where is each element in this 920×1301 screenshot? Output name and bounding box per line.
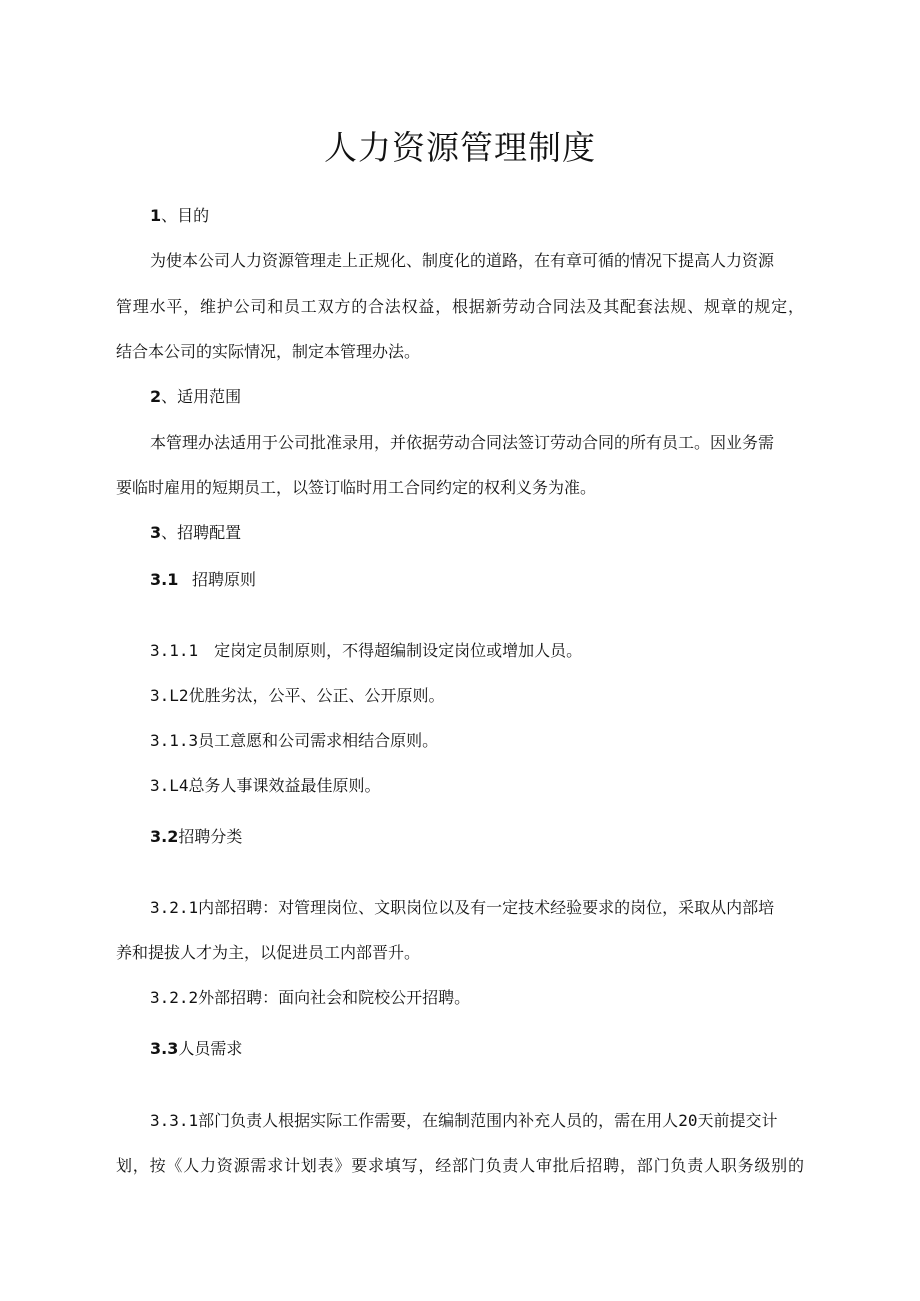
clause-text: 优胜劣汰，公平、公正、公开原则。 [188, 686, 445, 705]
paragraph-line: 本管理办法适用于公司批准录用，并依据劳动合同法签订劳动合同的所有员工。因业务需 [150, 433, 775, 452]
section-title: 、招聘配置 [161, 523, 242, 542]
clause-text: 内部招聘：对管理岗位、文职岗位以及有一定技术经验要求的岗位，采取从内部培 [198, 898, 775, 917]
clause-text: 外部招聘：面向社会和院校公开招聘。 [198, 988, 471, 1007]
clause-3-2-1 [150, 896, 774, 920]
paragraph-line: 养和提拔人才为主，以促进员工内部晋升。 [116, 943, 421, 962]
section-heading-purpose [150, 204, 209, 228]
clause-number: 3.2.1 [150, 898, 199, 917]
subsection-number: 3.3 [150, 1039, 179, 1058]
clause-text: 定岗定员制原则，不得超编制设定岗位或增加人员。 [214, 641, 583, 660]
subsection-title: 招聘分类 [178, 827, 243, 846]
clause-text: 员工意愿和公司需求相结合原则。 [198, 731, 439, 750]
paragraph-line: 划，按《人力资源需求计划表》要求填写，经部门负责人审批后招聘，部门负责人职务级别的 [116, 1156, 804, 1175]
section-title: 、目的 [161, 206, 210, 225]
clause-number: 3.1.3 [150, 731, 199, 750]
clause-number: 3.L2 [150, 686, 189, 705]
paragraph-line: 要临时雇用的短期员工，以签订临时用工合同约定的权利义务为准。 [116, 478, 597, 497]
section-title: 、适用范围 [161, 387, 242, 406]
section-number: 3 [150, 523, 162, 542]
clause-text: 部门负责人根据实际工作需要，在编制范围内补充人员的，需在用人 [198, 1111, 679, 1130]
clause-3-1-1 [150, 639, 582, 663]
paragraph-line: 结合本公司的实际情况，制定本管理办法。 [116, 342, 421, 361]
subsection-heading-principles [150, 568, 256, 592]
subsection-title: 招聘原则 [192, 570, 257, 589]
subsection-title: 人员需求 [178, 1039, 243, 1058]
document-title: 人力资源管理制度 [324, 128, 596, 167]
section-number: 1 [150, 206, 162, 225]
subsection-heading-categories [150, 825, 242, 849]
subsection-heading-demand [150, 1037, 242, 1061]
clause-number: 3.L4 [150, 776, 189, 795]
subsection-number: 3.1 [150, 570, 179, 589]
clause-3-1-2 [150, 684, 445, 708]
clause-3-1-4 [150, 774, 381, 798]
clause-days: 20 [678, 1111, 698, 1130]
subsection-number: 3.2 [150, 827, 179, 846]
clause-number: 3.3.1 [150, 1111, 199, 1130]
clause-number: 3.2.2 [150, 988, 199, 1007]
section-heading-recruitment [150, 521, 241, 545]
clause-number: 3.1.1 [150, 641, 199, 660]
paragraph-line: 管理水平，维护公司和员工双方的合法权益，根据新劳动合同法及其配套法规、规章的规定， [116, 297, 804, 316]
clause-text: 总务人事课效益最佳原则。 [188, 776, 381, 795]
clause-3-2-2 [150, 986, 470, 1010]
clause-3-3-1 [150, 1109, 777, 1133]
clause-3-1-3 [150, 729, 438, 753]
section-number: 2 [150, 387, 162, 406]
clause-text-continued: 天前提交计 [697, 1111, 778, 1130]
section-heading-scope [150, 385, 241, 409]
paragraph-line: 为使本公司人力资源管理走上正规化、制度化的道路，在有章可循的情况下提高人力资源 [150, 251, 775, 270]
